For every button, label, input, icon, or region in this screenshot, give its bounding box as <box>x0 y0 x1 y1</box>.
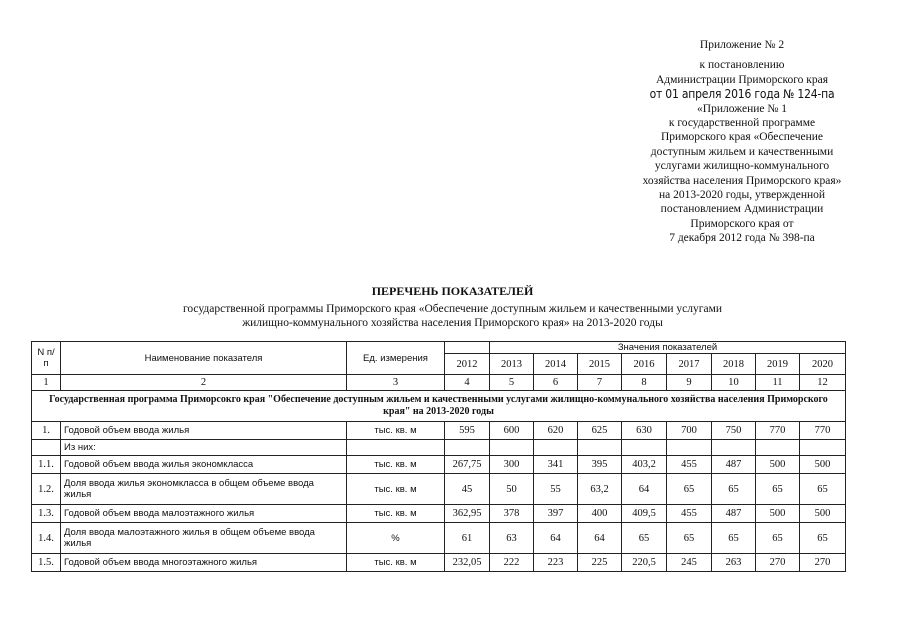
column-number-cell: 1 <box>32 375 61 391</box>
table-row <box>32 422 846 440</box>
value-cell: 630 <box>622 422 667 440</box>
value-cell: 500 <box>800 505 846 523</box>
year-header-cell: 2014 <box>534 354 578 375</box>
header-cell-blank <box>445 342 490 354</box>
column-number-cell: 2 <box>61 375 347 391</box>
value-cell: 600 <box>490 422 534 440</box>
row-number-cell: 1.5. <box>32 554 61 572</box>
row-number-cell: 1.2. <box>32 474 61 505</box>
value-cell: 65 <box>756 474 800 505</box>
value-cell: 45 <box>445 474 490 505</box>
value-cell: 500 <box>756 505 800 523</box>
value-cell: 64 <box>622 474 667 505</box>
header-line: Приморского края от <box>690 217 794 230</box>
value-cell: 220,5 <box>622 554 667 572</box>
column-number-cell: 7 <box>578 375 622 391</box>
unit-cell: тыс. кв. м <box>347 422 445 440</box>
decree-date-line: от 01 апреля 2016 года № 124-па <box>649 87 835 102</box>
value-cell: 700 <box>667 422 712 440</box>
value-cell: 222 <box>490 554 534 572</box>
column-number-cell: 8 <box>622 375 667 391</box>
appendix-header <box>622 38 862 246</box>
value-cell: 65 <box>756 523 800 554</box>
value-cell: 64 <box>578 523 622 554</box>
header-line: Приложение № 2 <box>699 39 785 51</box>
value-cell: 245 <box>667 554 712 572</box>
subtitle-line: жилищно-коммунального хозяйства населения Приморского края» на 2013-2020 годы <box>242 317 663 329</box>
year-header-cell: 2020 <box>800 354 846 375</box>
value-cell: 270 <box>800 554 846 572</box>
header-cell-values: Значения показателей <box>490 342 846 354</box>
value-cell: 300 <box>490 456 534 474</box>
year-header-cell: 2012 <box>445 354 490 375</box>
header-line: постановлением Администрации <box>660 203 824 216</box>
document-title: ПЕРЕЧЕНЬ ПОКАЗАТЕЛЕЙ <box>371 284 534 298</box>
value-cell: 395 <box>578 456 622 474</box>
indicator-name-cell: Годовой объем ввода жилья экономкласса <box>61 456 347 474</box>
value-cell: 487 <box>712 505 756 523</box>
indicator-name-cell: Из них: <box>61 440 347 456</box>
row-number-cell: 1.3. <box>32 505 61 523</box>
value-cell <box>578 440 622 456</box>
table-row <box>32 440 846 456</box>
header-cell-n: N п/п <box>32 342 61 375</box>
column-number-cell: 12 <box>800 375 846 391</box>
table-row <box>32 456 846 474</box>
value-cell: 378 <box>490 505 534 523</box>
value-cell <box>800 440 846 456</box>
subtitle-line: государственной программы Приморского края «Обеспечение доступным жильем и качественными услугами <box>182 303 723 315</box>
value-cell: 487 <box>712 456 756 474</box>
value-cell: 65 <box>712 523 756 554</box>
row-number-cell: 1.4. <box>32 523 61 554</box>
year-header-cell: 2017 <box>667 354 712 375</box>
value-cell <box>622 440 667 456</box>
value-cell: 223 <box>534 554 578 572</box>
unit-cell: тыс. кв. м <box>347 554 445 572</box>
header-line: на 2013-2020 годы, утвержденной <box>658 189 826 202</box>
table-row <box>32 554 846 572</box>
header-cell-name: Наименование показателя <box>61 342 347 375</box>
unit-cell: тыс. кв. м <box>347 505 445 523</box>
column-number-cell: 10 <box>712 375 756 391</box>
table-row <box>32 523 846 554</box>
value-cell: 270 <box>756 554 800 572</box>
value-cell <box>490 440 534 456</box>
header-line: к постановлению <box>699 59 785 72</box>
header-line: услугами жилищно-коммунального <box>654 160 830 173</box>
value-cell: 500 <box>756 456 800 474</box>
column-number-cell: 9 <box>667 375 712 391</box>
header-line: Администрации Приморского края <box>656 73 828 86</box>
indicator-name-cell: Годовой объем ввода малоэтажного жилья <box>61 505 347 523</box>
value-cell <box>712 440 756 456</box>
value-cell <box>756 440 800 456</box>
value-cell: 63 <box>490 523 534 554</box>
year-header-cell: 2018 <box>712 354 756 375</box>
value-cell: 341 <box>534 456 578 474</box>
indicator-name-cell: Годовой объем ввода многоэтажного жилья <box>61 554 347 572</box>
indicator-name-cell: Доля ввода жилья экономкласса в общем объеме ввода жилья <box>61 474 347 505</box>
value-cell: 750 <box>712 422 756 440</box>
value-cell: 61 <box>445 523 490 554</box>
unit-cell: тыс. кв. м <box>347 474 445 505</box>
header-line: хозяйства населения Приморского края» <box>642 174 842 187</box>
value-cell: 64 <box>534 523 578 554</box>
value-cell: 65 <box>667 523 712 554</box>
value-cell <box>534 440 578 456</box>
header-line: 7 декабря 2012 года № 398-па <box>669 232 815 245</box>
value-cell: 770 <box>800 422 846 440</box>
value-cell: 263 <box>712 554 756 572</box>
value-cell: 455 <box>667 456 712 474</box>
value-cell: 362,95 <box>445 505 490 523</box>
value-cell <box>445 440 490 456</box>
value-cell: 409,5 <box>622 505 667 523</box>
year-header-cell: 2019 <box>756 354 800 375</box>
value-cell: 65 <box>622 523 667 554</box>
value-cell: 770 <box>756 422 800 440</box>
year-header-cell: 2015 <box>578 354 622 375</box>
header-line: доступным жильем и качественными <box>650 145 834 158</box>
column-number-cell: 3 <box>347 375 445 391</box>
value-cell: 625 <box>578 422 622 440</box>
value-cell: 225 <box>578 554 622 572</box>
value-cell: 55 <box>534 474 578 505</box>
value-cell <box>667 440 712 456</box>
value-cell: 63,2 <box>578 474 622 505</box>
value-cell: 455 <box>667 505 712 523</box>
value-cell: 500 <box>800 456 846 474</box>
unit-cell: % <box>347 523 445 554</box>
value-cell: 50 <box>490 474 534 505</box>
value-cell: 65 <box>800 474 846 505</box>
header-line: «Приложение № 1 <box>697 102 787 115</box>
unit-cell <box>347 440 445 456</box>
document-subtitle <box>0 302 905 330</box>
table-row <box>32 505 846 523</box>
value-cell: 400 <box>578 505 622 523</box>
value-cell: 65 <box>712 474 756 505</box>
value-cell: 397 <box>534 505 578 523</box>
value-cell: 65 <box>667 474 712 505</box>
row-number-cell <box>32 440 61 456</box>
value-cell: 65 <box>800 523 846 554</box>
header-line: Приморского края «Обеспечение <box>660 131 824 144</box>
indicator-name-cell: Годовой объем ввода жилья <box>61 422 347 440</box>
column-number-cell: 6 <box>534 375 578 391</box>
column-number-cell: 4 <box>445 375 490 391</box>
program-row: Государственная программа Приморсокго края "Обеспечение доступным жильем и качественными услугами жилищно-коммунального хозяйства населения Приморского края" на 2013-2020 годы <box>32 391 846 422</box>
row-number-cell: 1.1. <box>32 456 61 474</box>
header-cell-unit: Ед. измерения <box>347 342 445 375</box>
value-cell: 267,75 <box>445 456 490 474</box>
table-row <box>32 474 846 505</box>
value-cell: 595 <box>445 422 490 440</box>
value-cell: 620 <box>534 422 578 440</box>
value-cell: 403,2 <box>622 456 667 474</box>
header-line: к государственной программе <box>668 117 816 130</box>
column-number-cell: 5 <box>490 375 534 391</box>
indicators-table <box>31 341 846 572</box>
unit-cell: тыс. кв. м <box>347 456 445 474</box>
year-header-cell: 2016 <box>622 354 667 375</box>
column-number-cell: 11 <box>756 375 800 391</box>
row-number-cell: 1. <box>32 422 61 440</box>
value-cell: 232,05 <box>445 554 490 572</box>
year-header-cell: 2013 <box>490 354 534 375</box>
indicator-name-cell: Доля ввода малоэтажного жилья в общем объеме ввода жилья <box>61 523 347 554</box>
